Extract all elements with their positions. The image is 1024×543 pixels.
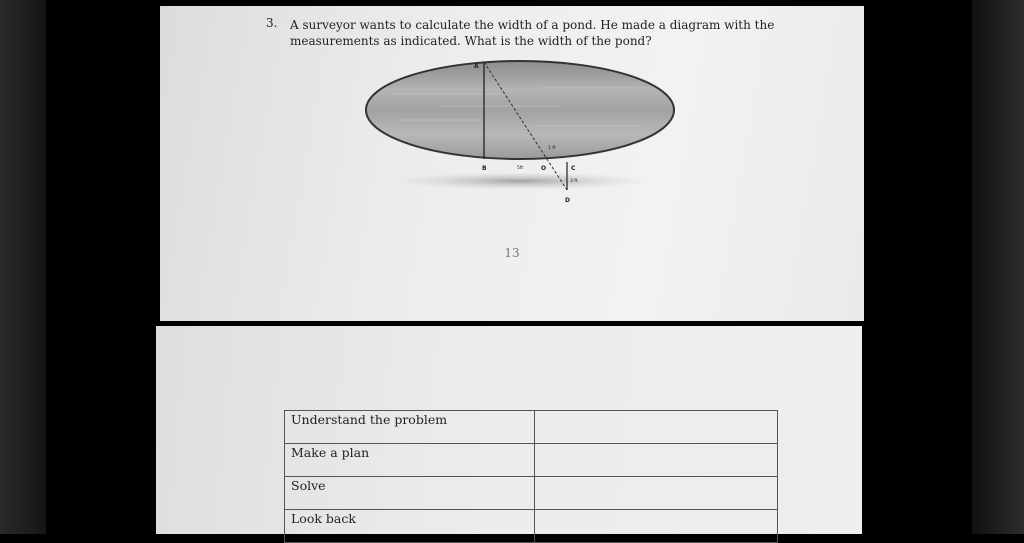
- measure-oc: 1 ft: [548, 146, 556, 151]
- row-label: Solve: [285, 477, 535, 510]
- table-row: [285, 411, 778, 444]
- question-text: A surveyor wants to calculate the width of a pond. He made a diagram with the measurements as indicated. What is the width of the pond?: [290, 18, 775, 48]
- label-a: A: [474, 63, 479, 70]
- pond-diagram: [360, 54, 680, 204]
- table-row: [285, 477, 778, 510]
- answer-cell[interactable]: [535, 477, 778, 510]
- answer-cell[interactable]: [535, 411, 778, 444]
- problem-solving-table: [284, 410, 778, 543]
- row-label: Make a plan: [285, 444, 535, 477]
- label-d: D: [565, 197, 570, 204]
- row-label: Look back: [285, 510, 535, 543]
- measure-bo: 5ft: [517, 166, 524, 171]
- measure-cd: 3 ft: [570, 179, 578, 184]
- pond-ellipse: [366, 61, 674, 159]
- answer-cell[interactable]: [535, 510, 778, 543]
- row-label: Understand the problem: [285, 411, 535, 444]
- page-number: 13: [504, 246, 520, 260]
- pond-shadow: [390, 172, 650, 190]
- label-b: B: [482, 165, 487, 172]
- table-row: [285, 444, 778, 477]
- label-c: C: [571, 165, 576, 172]
- background-edge-right: [972, 0, 1024, 534]
- label-o: O: [541, 165, 547, 172]
- background-edge-left: [0, 0, 46, 534]
- table-row: [285, 510, 778, 543]
- question-number: 3.: [266, 16, 278, 30]
- answer-cell[interactable]: [535, 444, 778, 477]
